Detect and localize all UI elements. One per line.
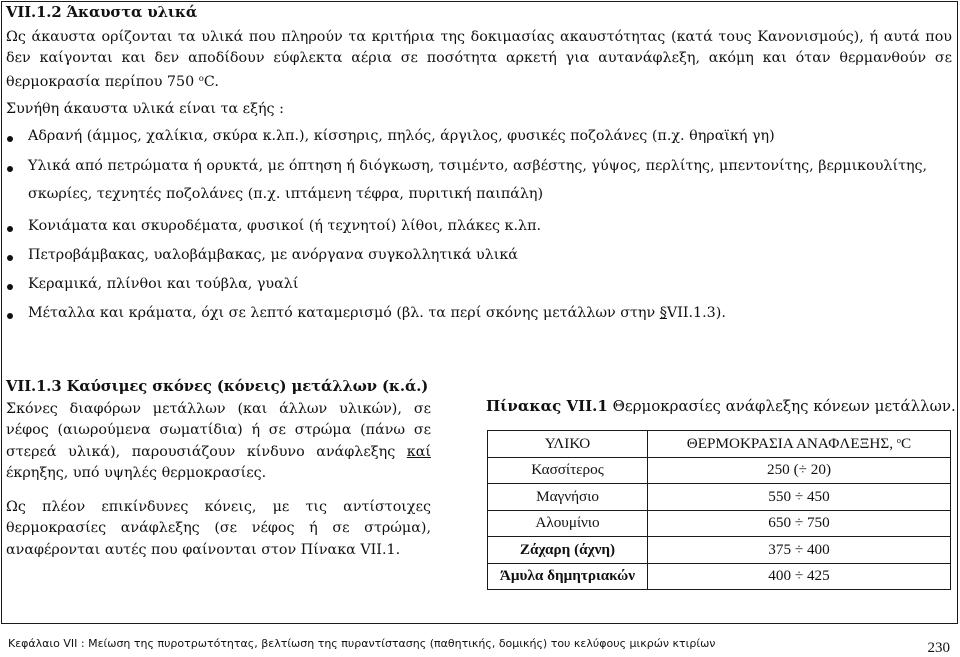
section-title-metal-dust: VII.1.3 Καύσιμες σκόνες (κόνεις) μετάλλων (κ.ά.) [6,378,429,395]
cell-temperature: 550 ÷ 450 [648,484,951,511]
list-intro: Συνήθη άκαυστα υλικά είναι τα εξής : [6,101,284,117]
section-reference-link[interactable]: § [659,305,667,321]
underlined-word: καί [406,443,431,460]
bullet-icon [7,226,13,232]
table-row [488,510,951,537]
cell-material: Αλουμίνιο [488,510,648,537]
header-material: ΥΛΙΚΟ [488,431,648,458]
table-row [488,563,951,590]
list-item: Κονιάματα και σκυροδέματα, φυσικοί (ή τεχνητοί) λίθοι, πλάκες κ.λπ. [28,218,542,234]
table-caption-label: Πίνακας VII.1 [486,397,608,415]
cell-temperature: 650 ÷ 750 [648,510,951,537]
list-item: Υλικά από πετρώματα ή ορυκτά, με όπτηση ή διόγκωση, τσιμέντο, ασβέστης, γύψος, περλίτης, μπεντονίτης, βερμικουλίτης, [28,158,928,174]
cell-material: Κασσίτερος [488,457,648,484]
paragraph-line: Σκόνες διαφόρων μετάλλων (και άλλων υλικών), σε [6,401,431,417]
cell-material: Μαγνήσιο [488,484,648,511]
table-row [488,537,951,564]
page-number: 230 [927,640,950,656]
cell-temperature: 375 ÷ 400 [648,537,951,564]
cell-temperature: 400 ÷ 425 [648,563,951,590]
cell-material: Άμυλα δημητριακών [488,563,648,590]
bullet-icon [7,166,13,172]
list-item-continuation: σκωρίες, τεχνητές ποζολάνες (π.χ. ιπτάμενη τέφρα, πυριτική παιπάλη) [28,186,544,202]
paragraph-line: νέφος (αιωρούμενα σωματίδια) ή σε στρώμα (πάνω σε [6,422,431,439]
paragraph-line: Ως πλέον επικίνδυνες κόνεις, με τις αντίστοιχες [6,499,431,515]
list-item: Μέταλλα και κράματα, όχι σε λεπτό καταμερισμό (βλ. τα περί σκόνης μετάλλων στην §VII.1.3). [28,305,726,321]
table-header-row [488,431,951,458]
section-title-noncombustible: VII.1.2 Άκαυστα υλικά [6,4,198,21]
header-ignition-temperature: ΘΕΡΜΟΚΡΑΣΙΑ ΑΝΑΦΛΕΞΗΣ, $^o$C [648,431,951,458]
paragraph-line: στερεά υλικά), παρουσιάζουν κίνδυνο ανάφλεξης καί [6,443,431,460]
dust-paragraph-2 [6,497,431,561]
paragraph-line: αναφέρονται αυτές που φαίνονται στον Πίνακα VII.1. [6,541,401,558]
definition-paragraph [6,27,952,93]
list-item: Κεραμικά, πλίνθοι και τούβλα, γυαλί [28,276,299,292]
bullet-icon [7,313,13,319]
paragraph-line: έκρηξης, υπό υψηλές θερμοκρασίες. [6,465,267,482]
paragraph-line: Ως άκαυστα ορίζονται τα υλικά που πληρούν τα κριτήρια της δοκιμασίας ακαυστότητας (κατά τους Κανονισμούς), ή αυτά που [6,29,952,45]
bullet-icon [7,284,13,290]
bullet-icon [7,136,13,142]
paragraph-line: θερμοκρασίες ανάφλεξης (σε νέφος ή σε στρώμα), [6,520,431,537]
dust-paragraph-1 [6,399,431,485]
table-row [488,484,951,511]
list-item: Αδρανή (άμμος, χαλίκια, σκύρα κ.λπ.), κίσσηρις, πηλός, άργιλος, φυσικές ποζολάνες (π.χ. θηραϊκή γη) [28,128,775,144]
table-row [488,457,951,484]
table-caption: Πίνακας VII.1 Θερμοκρασίες ανάφλεξης κόνεων μετάλλων. [486,397,956,415]
bullet-icon [7,255,13,261]
cell-material: Ζάχαρη (άχνη) [488,537,648,564]
ignition-temperature-table [487,430,951,590]
chapter-footer: Κεφάλαιο VII : Μείωση της πυροτρωτότητας, βελτίωση της πυραντίστασης (παθητικής, δομικής) του κελύφους μικρών κτιρίων [8,637,716,650]
paragraph-line: δεν καίγονται και δεν αποδίδουν εύφλεκτα αέρια σε ποσότητα αρκετή για αυτανάφλεξη, ακόμη και όταν θερμανθούν σε [6,50,952,66]
paragraph-line: θερμοκρασία περίπου 750 $^o$C. [6,74,219,90]
cell-temperature: 250 (÷ 20) [648,457,951,484]
list-item: Πετροβάμβακας, υαλοβάμβακας, με ανόργανα συγκολλητικά υλικά [28,247,518,263]
